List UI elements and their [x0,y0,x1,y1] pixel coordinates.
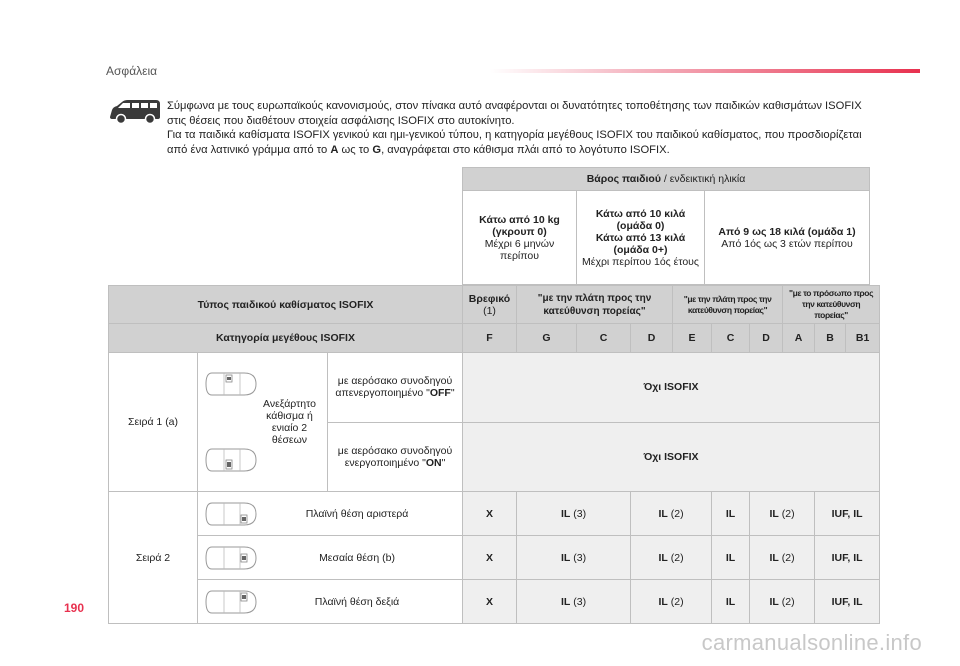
seat-class-cell: IUF, IL [815,536,880,580]
size-class: D [631,324,673,353]
seat-name: Μεσαία θέση (b) [319,551,395,564]
seat-class-cell: X [463,536,517,580]
seat-class-cell: IL (3) [517,536,631,580]
seat-class-cell: IL (2) [631,492,712,536]
row1-label: Σειρά 1 (a) [109,353,198,492]
page-number: 190 [64,601,85,615]
row1-no-isofix-off: Όχι ISOFIX [463,353,880,423]
seat-class-cell: IUF, IL [815,580,880,624]
size-class: F [463,324,517,353]
type-infant: Βρεφικό (1) [463,286,517,324]
seat-class-cell: IUF, IL [815,492,880,536]
seat-name: Πλαϊνή θέση δεξιά [314,595,400,608]
seat-class-cell: IL [712,536,750,580]
seat-name: Πλαϊνή θέση αριστερά [305,507,409,520]
size-class: A [783,324,815,353]
seat-class-cell: IL (2) [631,536,712,580]
car-icon [108,99,162,125]
weight-table [462,167,870,285]
weight-group-1: Από 9 ως 18 κιλά (ομάδα 1) Από 1ός ως 3 ετών περίπου [705,191,870,285]
section-title: Ασφάλεια [106,64,158,78]
size-class: C [577,324,631,353]
size-class: D [750,324,783,353]
size-class: B [815,324,846,353]
seat-class-cell: IL (2) [750,492,815,536]
seat-class-cell: IL (3) [517,492,631,536]
seat-class-cell: IL [712,492,750,536]
seat-class-cell: IL [712,580,750,624]
accent-bar [490,69,920,73]
front-seat-icon [204,357,258,411]
seat-class-cell: IL (2) [750,536,815,580]
size-class: B1 [846,324,880,353]
front-seat-icon [204,433,258,487]
intro-text [167,99,867,157]
size-class-label: Κατηγορία μεγέθους ISOFIX [109,324,463,353]
size-class: C [712,324,750,353]
weight-group-0: Κάτω από 10 kg (γκρουπ 0) Μέχρι 6 μηνών περίπου [463,191,577,285]
isofix-table [108,285,880,624]
weight-group-0plus: Κάτω από 10 κιλά (ομάδα 0) Κάτω από 13 κιλά (ομάδα 0+) Μέχρι περίπου 1ός έτους [577,191,705,285]
seat-class-cell: X [463,492,517,536]
type-rear-facing-small: "με την πλάτη προς την κατεύθυνση πορείας" [673,286,783,324]
type-rear-facing: "με την πλάτη προς την κατεύθυνση πορείας" [517,286,673,324]
size-class: E [673,324,712,353]
rear-left-seat-icon [204,501,258,527]
row1-no-isofix-on: Όχι ISOFIX [463,422,880,492]
rear-right-seat-icon [204,589,258,615]
row2-label: Σειρά 2 [109,492,198,624]
seat-class-cell: IL (2) [631,580,712,624]
watermark: carmanualsonline.info [701,630,922,655]
isofix-type-label: Τύπος παιδικού καθίσματος ISOFIX [109,286,463,324]
row1-seat-desc: Ανεξάρτητο κάθισμα ή ενιαίο 2 θέσεων [263,398,316,446]
seat-class-cell: X [463,580,517,624]
airbag-on: με αερόσακο συνοδηγού ενεργοποιημένο "ON" [328,422,463,492]
weight-title: Βάρος παιδιού / ενδεικτική ηλικία [463,168,870,191]
intro-paragraph-1: Σύμφωνα με τους ευρωπαϊκούς κανονισμούς, στον πίνακα αυτό αναφέρονται οι δυνατότητες τοποθέτησης των παιδικών καθισμάτων ISOFIX στις θέσεις που διαθέτουν στοιχεία ασφάλισης ISOFIX στο αυτοκίνητο. [167,100,862,127]
seat-class-cell: IL (3) [517,580,631,624]
seat-class-cell: IL (2) [750,580,815,624]
row1-seat [198,353,328,492]
rear-middle-seat-icon [204,545,258,571]
row2-seat-middle [198,536,463,580]
intro-paragraph-2: Για τα παιδικά καθίσματα ISOFIX γενικού και ημι-γενικού τύπου, η κατηγορία μεγέθους ISOFIX του παιδικού καθίσματος, που προσδιορίζεται από ένα λατινικό γράμμα από το A ως το G, αναγράφεται στο κάθισμα πλάι από το λογότυπο ISOFIX. [167,129,862,156]
airbag-off: με αερόσακο συνοδηγού απενεργοποιημένο "OFF" [328,353,463,423]
row2-seat-left [198,492,463,536]
size-class: G [517,324,577,353]
type-forward-facing: "με το πρόσωπο προς την κατεύθυνση πορείας" [783,286,880,324]
row2-seat-right [198,580,463,624]
